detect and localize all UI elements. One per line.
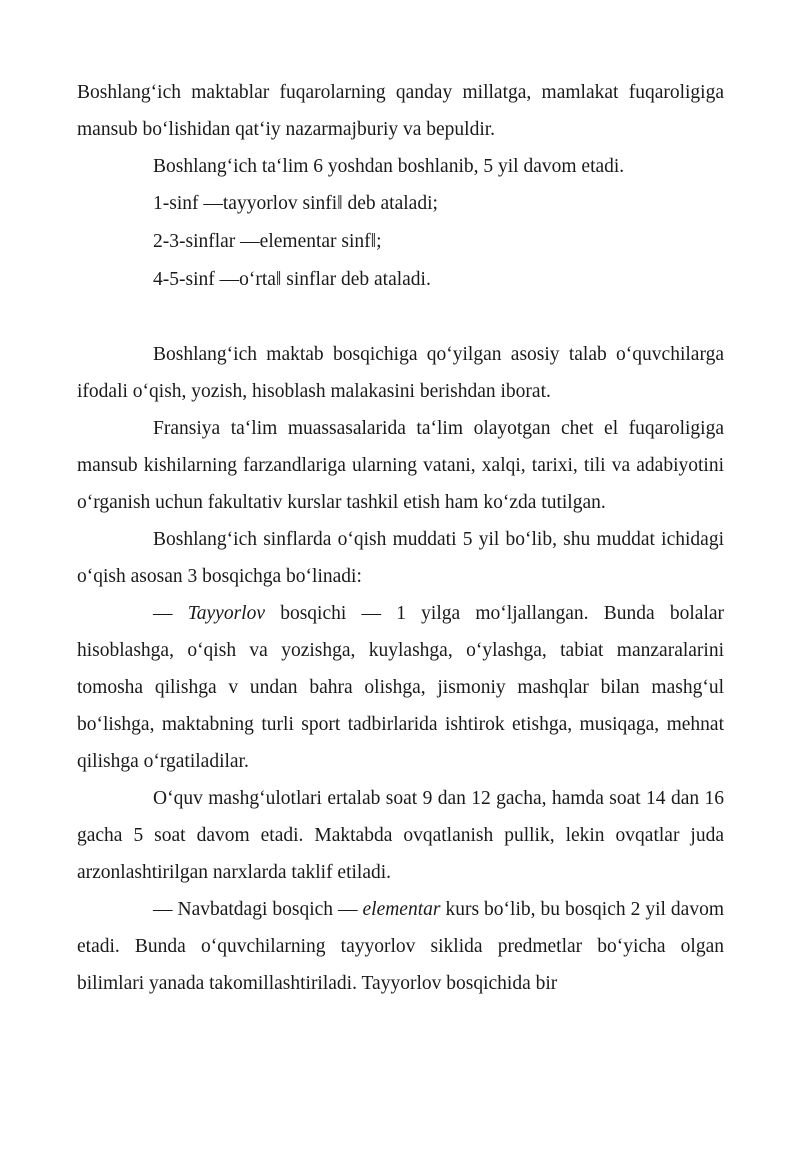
list-item [77, 223, 724, 261]
paragraph-foreign-courses: Fransiya ta‘lim muassasalarida ta‘lim olayotgan chet el fuqaroligiga mansub kishilarning farzandlariga ularning vatani, xalqi, tarixi, tili va adabiyotini o‘rganish uchun fakultativ kurslar tashkil etish ham ko‘zda tutilgan. [77, 418, 724, 513]
paragraph-duration: Boshlang‘ich ta‘lim 6 yoshdan boshlanib, 5 yil davom etadi. [153, 156, 625, 177]
list-item-text: 2-3-sinflar ―elementar sinf‖; [153, 231, 382, 252]
paragraph-intro: Boshlang‘ich maktablar fuqarolarning qanday millatga, mamlakat fuqaroligiga mansub bo‘lishidan qat‘iy nazarmajburiy va bepuldir. [77, 82, 724, 140]
body-text: — Navbatdagi bosqich — [153, 899, 363, 920]
emphasis-text: elementar [362, 899, 441, 920]
paragraph-preparatory-stage [77, 595, 724, 780]
list-item [77, 261, 724, 299]
paragraph-schedule: O‘quv mashg‘ulotlari ertalab soat 9 dan 12 gacha, hamda soat 14 dan 16 gacha 5 soat davom etadi. Maktabda ovqatlanish pullik, lekin ovqatlar juda arzonlashtirilgan narxlarda taklif etiladi. [77, 788, 724, 883]
list-item [77, 185, 724, 223]
list-item-text: 1-sinf ―tayyorlov sinfi‖ deb ataladi; [153, 193, 438, 214]
dash-text: — [153, 603, 188, 624]
list-item-text: 4-5-sinf ―o‘rta‖ sinflar deb ataladi. [153, 269, 431, 290]
paragraph-requirement: Boshlang‘ich maktab bosqichiga qo‘yilgan asosiy talab o‘quvchilarga ifodali o‘qish, yozish, hisoblash malakasini berishdan iborat. [77, 344, 724, 402]
paragraph-stages: Boshlang‘ich sinflarda o‘qish muddati 5 yil bo‘lib, shu muddat ichidagi o‘qish asosan 3 bosqichga bo‘linadi: [77, 529, 724, 587]
body-text: kurs bo‘lib, bu bosqich 2 yil davom etadi. Bunda o‘quvchilarning tayyorlov siklida predmetlar bo‘yicha olgan bilimlari yanada takomillashtiriladi. Tayyorlov bosqichida bir [77, 899, 725, 994]
paragraph-elementary-stage [77, 891, 724, 1002]
body-text: bosqichi — 1 yilga mo‘ljallangan. Bunda bolalar hisoblashga, o‘qish va yozishga, kuylashga, o‘ylashga, tabiat manzaralarini tomosha qilishga v undan bahra olishga, jismoniy mashqlar bilan mashg‘ul bo‘lishga, maktabning turli sport tadbirlarida ishtirok etishga, musiqaga, mehnat qilishga o‘rgatiladilar. [77, 603, 725, 772]
emphasis-text: Tayyorlov [187, 603, 265, 624]
